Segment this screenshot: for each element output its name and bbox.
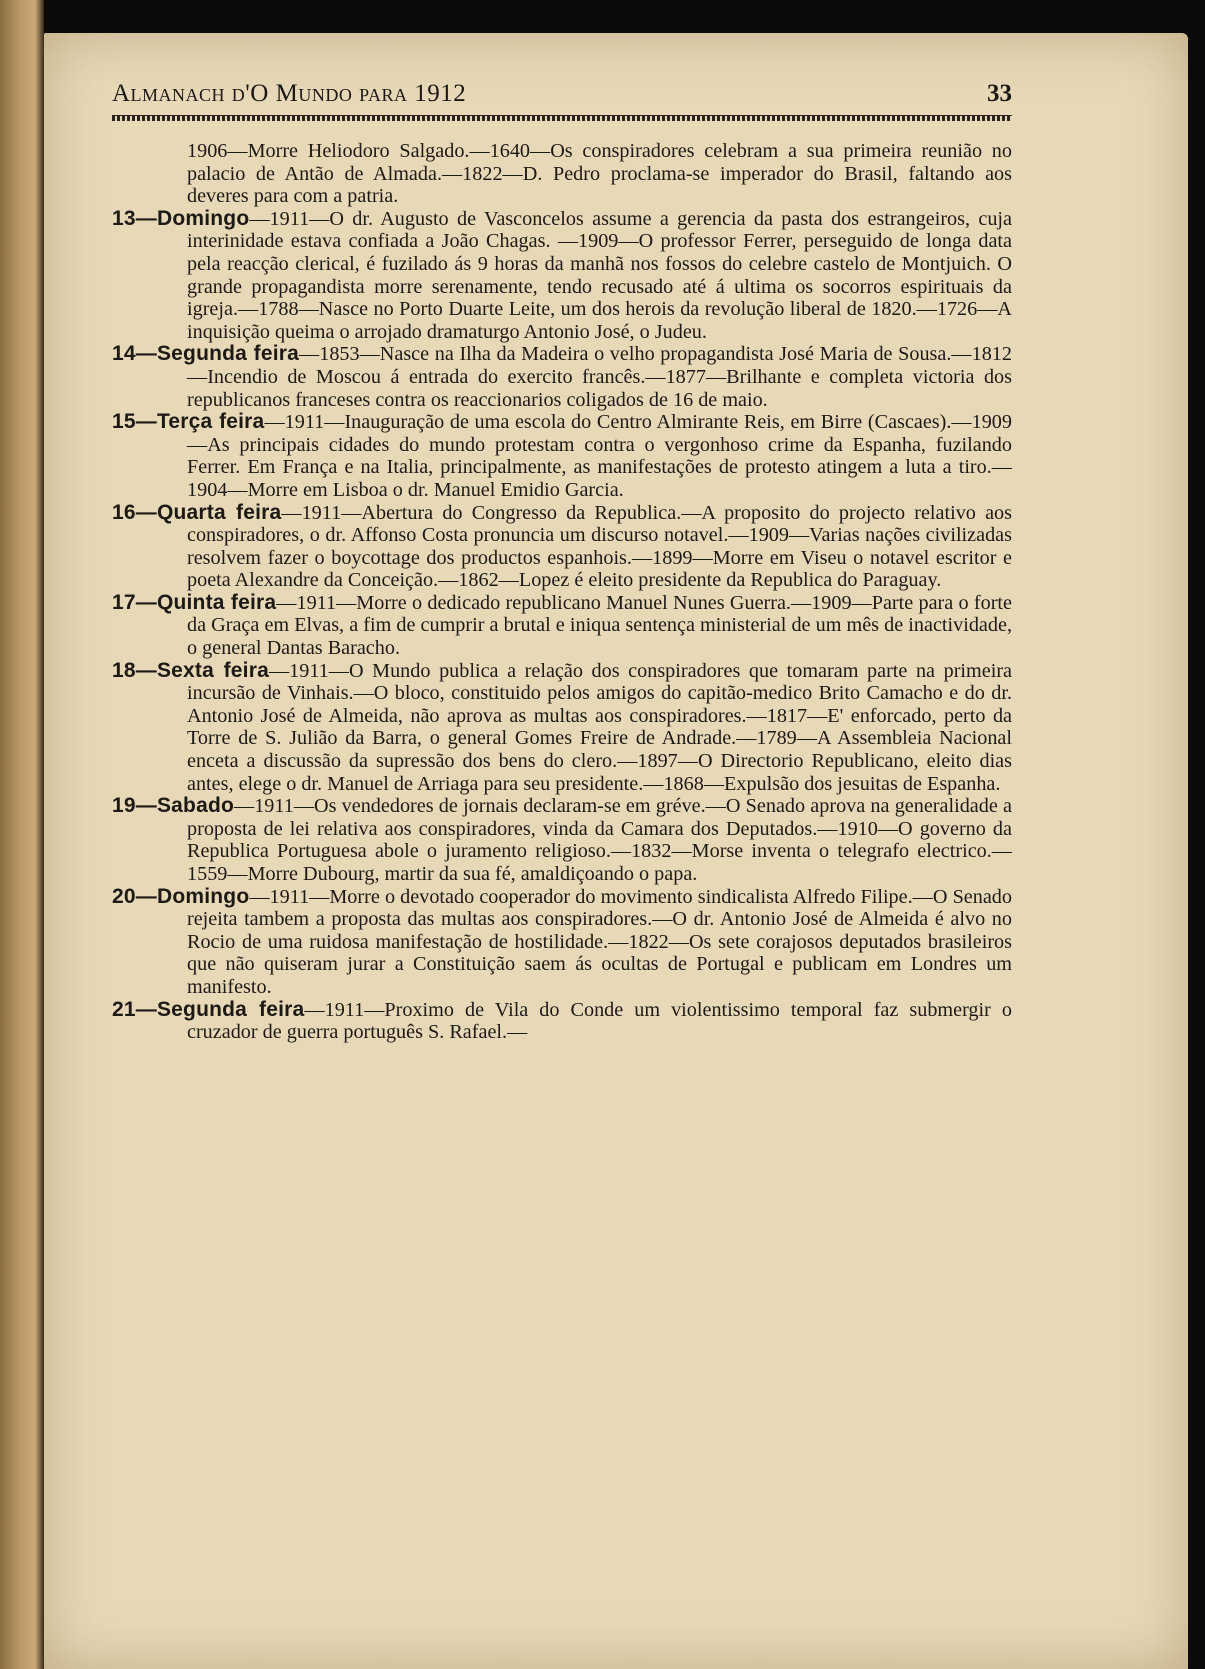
page-number: 33 <box>987 80 1012 107</box>
entry-text: —1911—Os vendedores de jornais declaram-se em gréve.—O Senado aprova na generalidade a proposta de lei relativa aos conspiradores, vinda da Camara dos Deputados.—1910—O governo da Republica Portuguesa abole o juramento religioso.—1832—Morse inventa o telegrafo electrico.—1559—Morre Dubourg, martir da sua fé, amaldiçoando o papa. <box>187 795 1012 885</box>
entry-day-20 <box>112 886 1012 999</box>
entry-text: —1911—O Mundo publica a relação dos conspiradores que tomaram parte na primeira incursão de Vinhais.—O bloco, constituido pelos amigos do capitão-medico Brito Camacho e do dr. Antonio José de Almeida, não aprova as multas aos conspiradores.—1817—E' enforcado, perto da Torre de S. Julião da Barra, o general Gomes Freire de Andrade.—1789—A Assembleia Nacional enceta a discussão da supressão dos bens do clero.—1897—O Directorio Republicano, eleito dias antes, elege o dr. Manuel de Arriaga para seu presidente.—1868—Expulsão dos jesuitas de Espanha. <box>187 659 1012 795</box>
entry-text: 1906—Morre Heliodoro Salgado.—1640—Os conspiradores celebram a sua primeira reunião no palacio de Antão de Almada.—1822—D. Pedro proclama-se imperador do Brasil, faltando aos deveres para com a patria. <box>187 140 1012 208</box>
entry-day-17 <box>112 592 1012 660</box>
entry-day-18 <box>112 660 1012 796</box>
entry-day-label: 21—Segunda feira <box>112 997 305 1021</box>
entry-day-14 <box>112 343 1012 411</box>
entry-day-label: 14—Segunda feira <box>112 342 300 366</box>
entry-day-15 <box>112 411 1012 501</box>
entry-text: —1853—Nasce na Ilha da Madeira o velho propagandista José Maria de Sousa.—1812—Incendio de Moscou á entrada do exercito francês.—1877—Brilhante e completa victoria dos republicanos franceses contra os reaccionarios coligados de 16 de maio. <box>187 343 1012 411</box>
entry-day-label: 15—Terça feira <box>112 410 265 434</box>
page-header <box>112 80 1012 120</box>
entry-day-19 <box>112 795 1012 885</box>
running-title: Almanach d'O Mundo para 1912 <box>112 80 467 107</box>
entry-text: —1911—Proximo de Vila do Conde um violentissimo temporal faz submergir o cruzador de guerra português S. Rafael.— <box>187 998 1012 1044</box>
header-ornamental-rule <box>112 115 1012 121</box>
entry-day-label: 16—Quarta feira <box>112 500 282 524</box>
entry-day-label: 20—Domingo <box>112 884 250 908</box>
entry-text: —1911—Morre o dedicado republicano Manuel Nunes Guerra.—1909—Parte para o forte da Graça em Elvas, a fim de cumprir a brutal e iniqua sentença ministerial de um mês de inactividade, o general Dantas Baracho. <box>187 591 1012 660</box>
entry-day-21 <box>112 999 1012 1044</box>
entry-text: —1911—O dr. Augusto de Vasconcelos assume a gerencia da pasta dos estrangeiros, cuja interinidade estava confiada a João Chagas. —1909—O professor Ferrer, perseguido de longa data pela reacção clerical, é fuzilado ás 9 horas da manhã nos fossos do celebre castelo de Montjuich. O grande propagandista morre serenamente, tendo recusado até á ultima os socorros espirituais da igreja.—1788—Nasce no Porto Duarte Leite, um dos herois da revolução liberal de 1820.—1726—A inquisição queima o arrojado dramaturgo Antonio José, o Judeu. <box>187 207 1012 343</box>
entry-continuation <box>112 140 1012 208</box>
almanac-entries <box>112 140 1012 1044</box>
entry-text: —1911—Inauguração de uma escola do Centro Almirante Reis, em Birre (Cascaes).—1909—As principais cidades do mundo protestam contra o vergonhoso crime da Espanha, fuzilando Ferrer. Em França e na Italia, principalmente, as manifestações de protesto atingem a luta a tiro.—1904—Morre em Lisboa o dr. Manuel Emidio Garcia. <box>187 411 1012 501</box>
entry-day-13 <box>112 208 1012 344</box>
entry-day-label: 17—Quinta feira <box>112 590 277 614</box>
book-spine-edge <box>0 0 44 1669</box>
entry-day-label: 13—Domingo <box>112 206 250 230</box>
entry-day-label: 18—Sexta feira <box>112 658 269 682</box>
entry-day-label: 19—Sabado <box>112 794 235 818</box>
entry-day-16 <box>112 502 1012 592</box>
entry-text: —1911—Morre o devotado cooperador do movimento sindicalista Alfredo Filipe.—O Senado rejeita tambem a proposta das multas aos conspiradores.—O dr. Antonio José de Almeida é alvo no Rocio de uma ruidosa manifestação de hostilidade.—1822—Os sete corajosos deputados brasileiros que não quiseram jurar a Constituição saem ás ocultas de Portugal e publicam em Londres um manifesto. <box>187 885 1012 998</box>
entry-text: —1911—Abertura do Congresso da Republica.—A proposito do projecto relativo aos conspiradores, o dr. Affonso Costa pronuncia um discurso notavel.—1909—Varias nações civilizadas resolvem fazer o boycottage dos productos espanhois.—1899—Morre em Viseu o notavel escritor e poeta Alexandre da Conceição.—1862—Lopez é eleito presidente da Republica do Paraguay. <box>187 501 1012 592</box>
